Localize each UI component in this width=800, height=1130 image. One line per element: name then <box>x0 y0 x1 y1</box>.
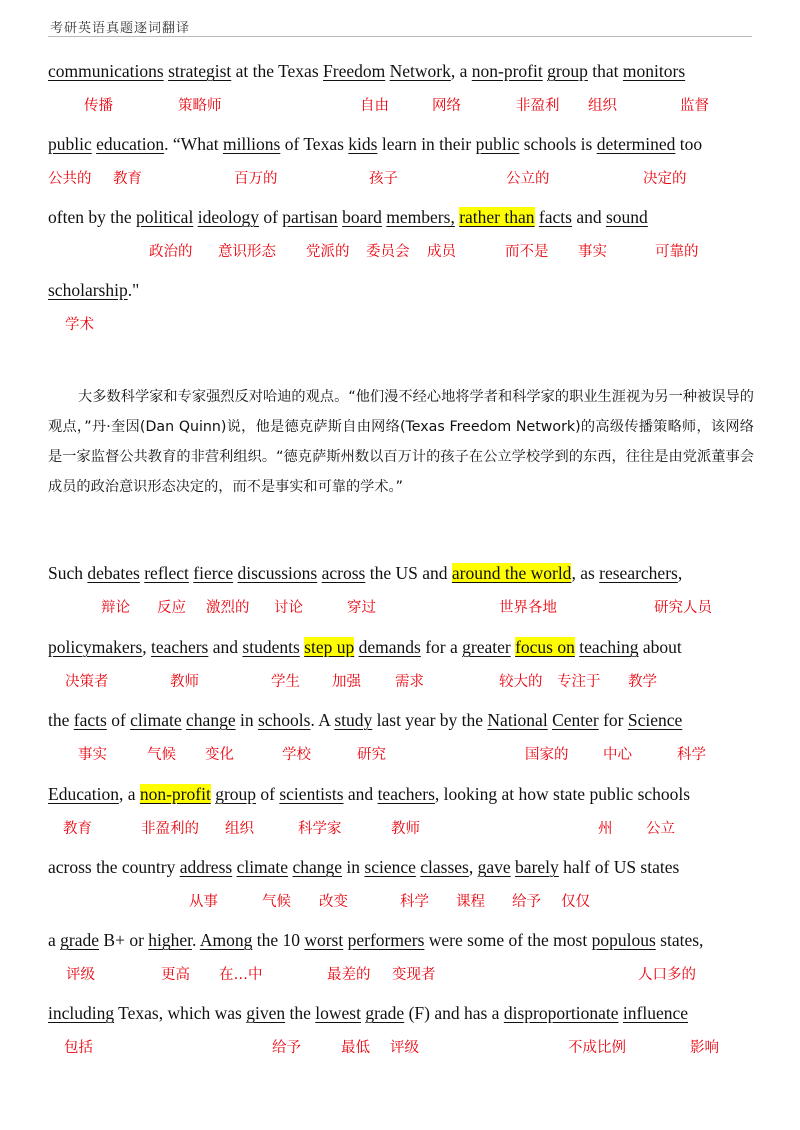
vocab-word: greater <box>462 637 511 657</box>
text-run: across the country <box>48 857 180 877</box>
gloss-translation: 讨论 <box>274 600 303 616</box>
highlighted-phrase: step up <box>304 637 355 657</box>
page-header-title: 考研英语真题逐词翻译 <box>50 21 191 36</box>
text-run: , <box>142 637 152 657</box>
vocab-word: National <box>487 710 548 730</box>
gloss-translation: 教育 <box>113 171 142 187</box>
gloss-translation: 组织 <box>225 821 254 837</box>
vocab-word: Science <box>627 710 683 730</box>
vocab-word: teachers <box>377 784 435 804</box>
vocab-word: students <box>242 637 300 657</box>
gloss-translation: 传播 <box>84 98 113 114</box>
gloss-translation: 自由 <box>360 98 389 114</box>
vocab-word: monitors <box>622 61 686 81</box>
gloss-translation: 科学 <box>677 747 706 763</box>
highlighted-phrase: around the world <box>451 563 572 583</box>
gloss-translation: 最差的 <box>327 967 371 983</box>
vocab-word: political <box>135 207 194 227</box>
text-run: states, <box>655 930 704 950</box>
vocab-word: disproportionate <box>503 1003 619 1023</box>
english-line <box>48 636 682 658</box>
gloss-translation: 监督 <box>680 98 709 114</box>
text-run: and <box>208 637 243 657</box>
gloss-translation: 百万的 <box>234 171 278 187</box>
vocab-word: grade <box>365 1003 405 1023</box>
vocab-word: climate <box>130 710 182 730</box>
vocab-word: demands <box>358 637 421 657</box>
english-line <box>48 929 703 951</box>
vocab-word: members, <box>386 207 455 227</box>
vocab-word: researchers <box>599 563 678 583</box>
text-run: a <box>48 930 61 950</box>
text-run: (F) and has a <box>404 1003 504 1023</box>
text-run: in <box>342 857 365 877</box>
vocab-word: Network <box>389 61 451 81</box>
gloss-translation: 给予 <box>512 894 541 910</box>
vocab-word: address <box>179 857 233 877</box>
vocab-word: facts <box>538 207 572 227</box>
vocab-word: climate <box>236 857 289 877</box>
vocab-word: facts <box>73 710 107 730</box>
gloss-translation: 加强 <box>332 674 361 690</box>
vocab-word: teaching <box>579 637 639 657</box>
gloss-translation: 成员 <box>427 244 456 260</box>
gloss-translation: 研究人员 <box>654 600 712 616</box>
gloss-translation: 不成比例 <box>568 1040 626 1056</box>
text-run: in <box>235 710 258 730</box>
vocab-word: Among <box>199 930 253 950</box>
gloss-translation: 较大的 <box>499 674 543 690</box>
vocab-word: lowest <box>315 1003 361 1023</box>
gloss-translation: 教学 <box>628 674 657 690</box>
text-run: , a <box>118 784 140 804</box>
vocab-word: Education <box>48 784 119 804</box>
vocab-word: partisan <box>282 207 338 227</box>
gloss-translation: 需求 <box>395 674 424 690</box>
gloss-translation: 穿过 <box>347 600 376 616</box>
text-run: last year by the <box>372 710 488 730</box>
text-run: of <box>256 784 280 804</box>
gloss-translation: 从事 <box>189 894 218 910</box>
gloss-translation: 策略师 <box>178 98 222 114</box>
gloss-translation: 给予 <box>272 1040 301 1056</box>
gloss-translation: 激烈的 <box>206 600 250 616</box>
vocab-word: grade <box>60 930 100 950</box>
text-run: , <box>677 563 683 583</box>
gloss-translation: 气候 <box>147 747 176 763</box>
gloss-translation: 影响 <box>690 1040 719 1056</box>
english-line <box>48 1002 688 1024</box>
gloss-translation: 网络 <box>432 98 461 114</box>
vocab-word: determined <box>596 134 676 154</box>
text-run: , looking at how state public schools <box>434 784 691 804</box>
text-run: that <box>587 61 623 81</box>
vocab-word: scholarship <box>48 280 128 300</box>
gloss-translation: 事实 <box>578 244 607 260</box>
text-run: . “What <box>164 134 223 154</box>
vocab-word: schools <box>257 710 311 730</box>
gloss-translation: 学生 <box>271 674 300 690</box>
text-run: the <box>48 710 74 730</box>
text-run: schools is <box>519 134 597 154</box>
text-run: often by the <box>48 207 136 227</box>
english-line <box>48 562 682 584</box>
gloss-translation: 在…中 <box>219 967 263 983</box>
highlighted-phrase: rather than <box>459 207 535 227</box>
gloss-translation: 教育 <box>63 821 92 837</box>
vocab-word: change <box>186 710 236 730</box>
gloss-translation: 学术 <box>65 317 94 333</box>
text-run: and <box>343 784 378 804</box>
text-run: , <box>468 857 478 877</box>
translation-text: 大多数科学家和专家强烈反对哈迪的观点。“他们漫不经心地将学者和科学家的职业生涯视为另一种被误导的观点，”丹·奎因(Dan Quinn)说，他是德克萨斯自由网络(Texas Freedom Network)的高级传播策略师，该网络是一家监督公共教育的非营利组织。“德克萨斯州数以百万计的孩子在公立学校学到的东西，往往是由党派董事会成员的政治意识形态决定的，而不是事实和可靠的学术。” <box>48 389 754 495</box>
vocab-word: policymakers <box>48 637 143 657</box>
vocab-word: fierce <box>193 563 234 583</box>
gloss-translation: 事实 <box>78 747 107 763</box>
gloss-translation: 而不是 <box>505 244 549 260</box>
gloss-translation: 课程 <box>456 894 485 910</box>
gloss-translation: 委员会 <box>366 244 410 260</box>
gloss-translation: 非盈利的 <box>141 821 199 837</box>
gloss-translation: 仅仅 <box>561 894 590 910</box>
text-run: of <box>258 207 283 227</box>
text-run: of <box>106 710 131 730</box>
gloss-translation: 中心 <box>603 747 632 763</box>
header-divider <box>48 36 752 37</box>
vocab-word: strategist <box>168 61 232 81</box>
text-run: for <box>598 710 628 730</box>
vocab-word: public <box>475 134 520 154</box>
gloss-translation: 公立 <box>646 821 675 837</box>
gloss-translation: 人口多的 <box>638 967 696 983</box>
gloss-translation: 专注于 <box>557 674 601 690</box>
vocab-word: reflect <box>144 563 189 583</box>
gloss-translation: 政治的 <box>149 244 193 260</box>
vocab-word: study <box>334 710 373 730</box>
vocab-word: board <box>342 207 382 227</box>
english-line <box>48 133 702 155</box>
gloss-translation: 组织 <box>588 98 617 114</box>
text-run: too <box>675 134 703 154</box>
text-run: at the Texas <box>231 61 324 81</box>
vocab-word: higher <box>148 930 193 950</box>
gloss-translation: 科学 <box>400 894 429 910</box>
gloss-translation: 最低 <box>341 1040 370 1056</box>
gloss-translation: 改变 <box>319 894 348 910</box>
vocab-word: performers <box>347 930 425 950</box>
vocab-word: kids <box>348 134 378 154</box>
vocab-word: including <box>48 1003 115 1023</box>
text-run: B+ or <box>99 930 149 950</box>
text-run: Texas, which was <box>114 1003 247 1023</box>
text-run: and <box>571 207 606 227</box>
text-run: half of US states <box>558 857 680 877</box>
gloss-translation: 更高 <box>161 967 190 983</box>
vocab-word: discussions <box>237 563 318 583</box>
vocab-word: change <box>292 857 343 877</box>
gloss-translation: 教师 <box>391 821 420 837</box>
vocab-word: Center <box>552 710 599 730</box>
vocab-word: debates <box>87 563 140 583</box>
text-run: the <box>285 1003 316 1023</box>
vocab-word: group <box>547 61 588 81</box>
english-line <box>48 60 685 82</box>
text-run: ." <box>127 280 140 300</box>
gloss-translation: 世界各地 <box>499 600 557 616</box>
english-line <box>48 783 690 805</box>
vocab-word: public <box>48 134 92 154</box>
gloss-translation: 决定的 <box>643 171 687 187</box>
gloss-translation: 州 <box>598 821 613 837</box>
gloss-translation: 决策者 <box>65 674 109 690</box>
gloss-translation: 气候 <box>262 894 291 910</box>
chinese-translation-paragraph <box>48 382 754 502</box>
highlighted-phrase: non-profit <box>139 784 211 804</box>
gloss-translation: 非盈利 <box>516 98 560 114</box>
vocab-word: teachers <box>151 637 209 657</box>
gloss-translation: 辩论 <box>101 600 130 616</box>
vocab-word: ideology <box>197 207 259 227</box>
vocab-word: influence <box>622 1003 689 1023</box>
gloss-translation: 党派的 <box>306 244 350 260</box>
text-run: . A <box>310 710 335 730</box>
gloss-translation: 评级 <box>390 1040 419 1056</box>
vocab-word: scientists <box>279 784 344 804</box>
gloss-translation: 科学家 <box>298 821 342 837</box>
text-run: were some of the most <box>424 930 592 950</box>
english-line <box>48 279 139 301</box>
text-run: of Texas <box>280 134 349 154</box>
gloss-translation: 公立的 <box>506 171 550 187</box>
text-run: . <box>192 930 200 950</box>
vocab-word: group <box>215 784 257 804</box>
gloss-translation: 孩子 <box>369 171 398 187</box>
gloss-translation: 研究 <box>357 747 386 763</box>
text-run: , a <box>450 61 472 81</box>
vocab-word: non-profit <box>471 61 543 81</box>
vocab-word: given <box>246 1003 286 1023</box>
gloss-translation: 教师 <box>170 674 199 690</box>
vocab-word: classes <box>420 857 469 877</box>
text-run: the 10 <box>252 930 305 950</box>
gloss-translation: 包括 <box>64 1040 93 1056</box>
vocab-word: populous <box>591 930 656 950</box>
text-run: , as <box>571 563 600 583</box>
english-line <box>48 206 648 228</box>
vocab-word: Freedom <box>323 61 386 81</box>
highlighted-phrase: focus on <box>515 637 575 657</box>
text-run: for a <box>420 637 463 657</box>
text-run: the US and <box>365 563 452 583</box>
vocab-word: science <box>364 857 416 877</box>
vocab-word: communications <box>48 61 164 81</box>
gloss-translation: 变现者 <box>392 967 436 983</box>
gloss-translation: 学校 <box>282 747 311 763</box>
gloss-translation: 意识形态 <box>218 244 276 260</box>
english-line <box>48 856 679 878</box>
vocab-word: worst <box>304 930 344 950</box>
gloss-translation: 国家的 <box>525 747 569 763</box>
text-run: about <box>638 637 682 657</box>
vocab-word: millions <box>222 134 281 154</box>
gloss-translation: 变化 <box>205 747 234 763</box>
vocab-word: sound <box>605 207 648 227</box>
vocab-word: barely <box>515 857 559 877</box>
gloss-translation: 评级 <box>66 967 95 983</box>
gloss-translation: 可靠的 <box>655 244 699 260</box>
text-run: Such <box>48 563 88 583</box>
vocab-word: education <box>96 134 165 154</box>
vocab-word: across <box>321 563 366 583</box>
gloss-translation: 公共的 <box>48 171 92 187</box>
gloss-translation: 反应 <box>157 600 186 616</box>
english-line <box>48 709 682 731</box>
text-run: learn in their <box>377 134 476 154</box>
vocab-word: gave <box>477 857 511 877</box>
